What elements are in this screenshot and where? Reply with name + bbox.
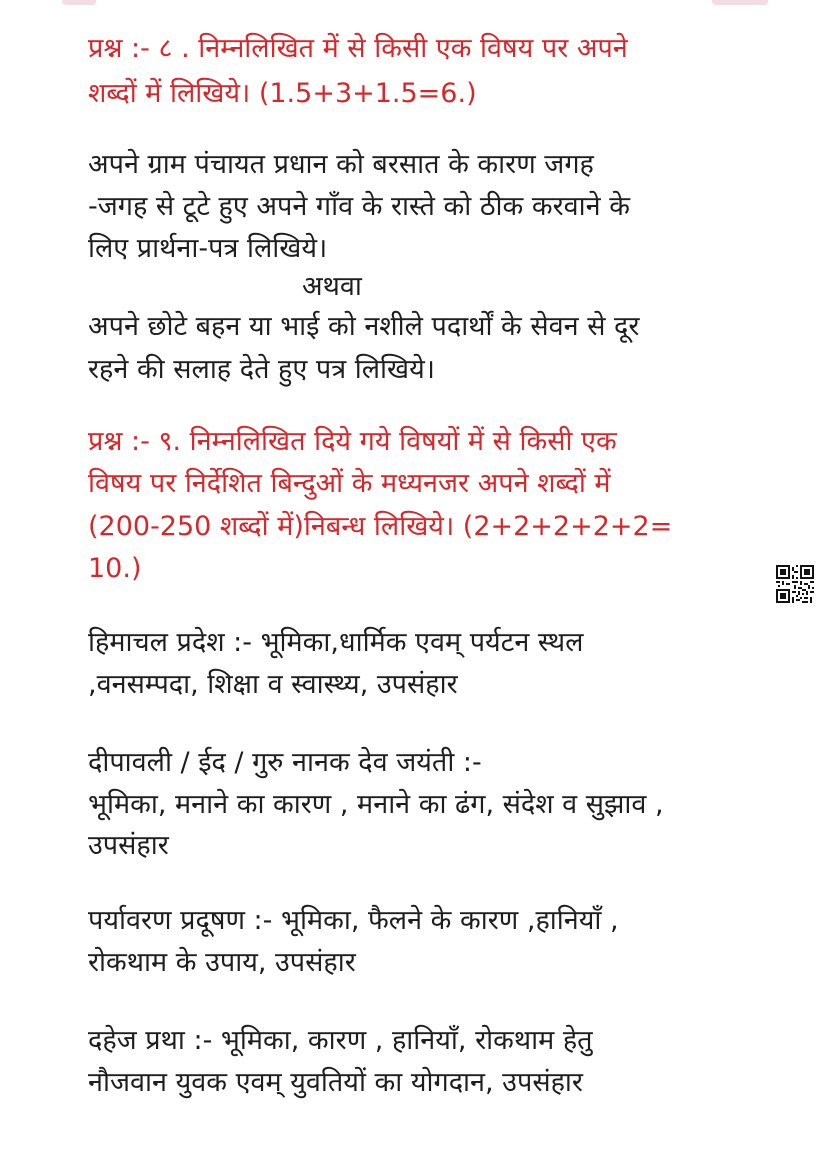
question-9-line-3: (200-250 शब्दों में)निबन्ध लिखिये। (2+2+2+2+2= [88, 511, 673, 542]
question-9-line-1: प्रश्न :- ९. निम्नलिखित दिये गये विषयों में से किसी एक [88, 426, 617, 457]
letter-option-1-line-3: लिए प्रार्थना-पत्र लिखिये। [88, 233, 328, 264]
question-9-line-4: 10.) [88, 553, 142, 584]
letter-option-2-line-2: रहने की सलाह देते हुए पत्र लिखिये। [88, 354, 435, 385]
letter-option-1-line-1: अपने ग्राम पंचायत प्रधान को बरसात के कारण जगह [88, 149, 594, 180]
topic-himachal-line-1: हिमाचल प्रदेश :- भूमिका,धार्मिक एवम् पर्यटन स्थल [88, 627, 584, 658]
topic-pollution-line-1: पर्यावरण प्रदूषण :- भूमिका, फैलने के कारण ,हानियाँ , [88, 905, 619, 936]
topic-festivals-line-3: उपसंहार [88, 830, 169, 861]
topic-festivals-line-2: भूमिका, मनाने का कारण , मनाने का ढंग, संदेश व सुझाव , [88, 789, 664, 820]
question-8-line-2: शब्दों में लिखिये। (1.5+3+1.5=6.) [88, 78, 477, 109]
topic-himachal-line-2: ,वनसम्पदा, शिक्षा व स्वास्थ्य, उपसंहार [88, 669, 458, 700]
scan-edge-mark-right [712, 0, 768, 5]
qr-code-icon [776, 565, 814, 603]
letter-option-2-line-1: अपने छोटे बहन या भाई को नशीले पदार्थों के सेवन से दूर [88, 311, 640, 342]
question-8-line-1: प्रश्न :- ८ . निम्नलिखित में से किसी एक विषय पर अपने [88, 33, 628, 64]
topic-dowry-line-2: नौजवान युवक एवम् युवतियों का योगदान, उपसंहार [88, 1067, 583, 1098]
topic-festivals-line-1: दीपावली / ईद / गुरु नानक देव जयंती :- [88, 747, 482, 778]
letter-option-1-line-2: -जगह से टूटे हुए अपने गाँव के रास्ते को ठीक करवाने के [88, 191, 630, 222]
topic-pollution-line-2: रोकथाम के उपाय, उपसंहार [88, 947, 356, 978]
question-9-line-2: विषय पर निर्देशित बिन्दुओं के मध्यनजर अपने शब्दों में [88, 468, 611, 499]
topic-dowry-line-1: दहेज प्रथा :- भूमिका, कारण , हानियाँ, रोकथाम हेतु [88, 1025, 593, 1056]
scan-edge-mark-left [62, 0, 96, 5]
or-separator: अथवा [302, 271, 362, 302]
